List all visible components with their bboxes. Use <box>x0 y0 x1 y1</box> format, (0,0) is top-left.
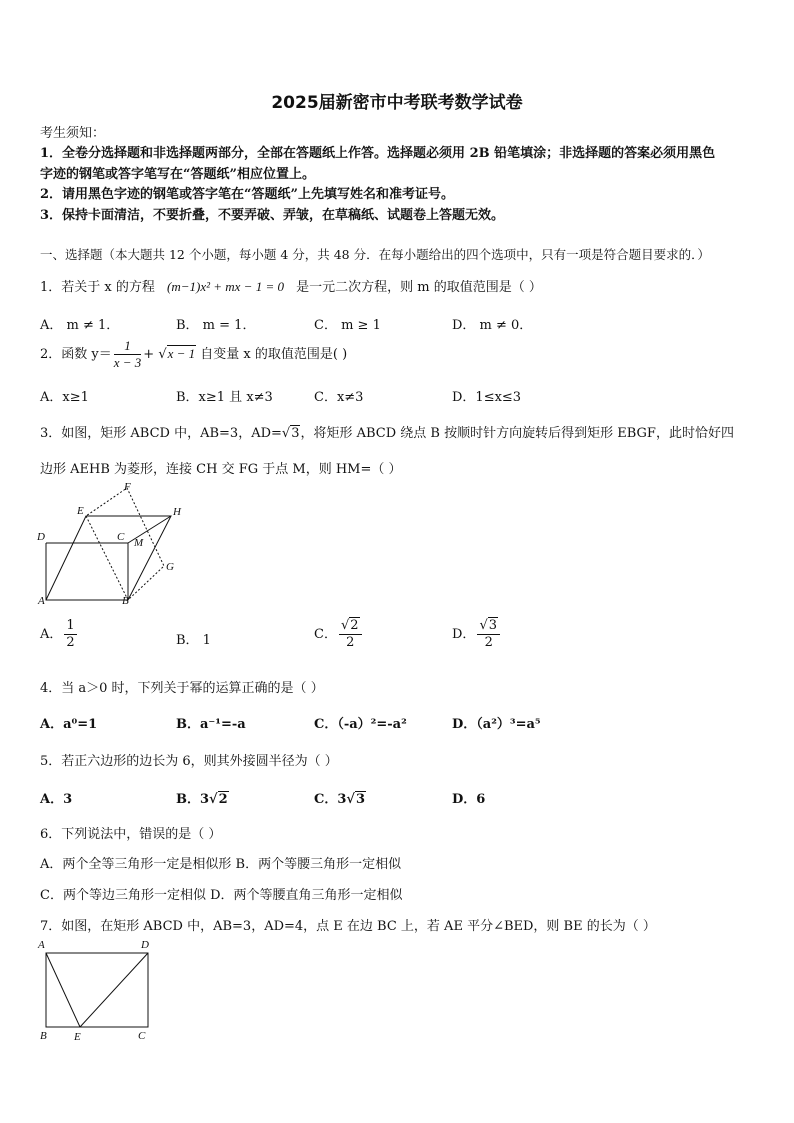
question-3-option-b[interactable]: B． 1 <box>176 633 211 648</box>
option-d-label: D． <box>452 627 476 642</box>
notice-item-1: 1．全卷分选择题和非选择题两部分，全部在答题纸上作答。选择题必须用 2B 铅笔填涂；非选择题的答案必须用黑色 <box>40 146 716 161</box>
option-c-fraction: $\frac{√2}{2}$ <box>339 618 362 651</box>
question-4-stem: 4．当 a＞0 时，下列关于幂的运算正确的是（ ） <box>40 681 324 696</box>
label-b: B <box>122 595 129 607</box>
page-title: 2025届新密市中考联考数学试卷 <box>271 93 523 113</box>
question-3-line-1: 3．如图，矩形 ABCD 中，AB=3，AD=√3，将矩形 ABCD 绕点 B 按顺时针方向旋转后得到矩形 EBGF，此时恰好四 <box>40 426 734 441</box>
option-c-label: C．3 <box>314 792 347 807</box>
label-c: C <box>138 1030 146 1042</box>
question-1-option-c[interactable]: C． m ≥ 1 <box>314 318 381 333</box>
question-6-options-line-2[interactable]: C．两个等边三角形一定相似 D．两个等腰直角三角形一定相似 <box>40 888 403 903</box>
question-2-radical: x − 1 <box>167 346 196 361</box>
question-3-text-b: ，将矩形 ABCD 绕点 B 按顺时针方向旋转后得到矩形 EBGF，此时恰好四 <box>300 426 734 441</box>
question-2-fraction <box>114 338 142 371</box>
option-b-radical: 2 <box>218 792 228 807</box>
question-1-prefix: 1．若关于 x 的方程 <box>40 280 155 295</box>
question-3-figure <box>34 480 184 608</box>
option-c-denominator: 2 <box>346 635 355 650</box>
question-4-option-d[interactable]: D．（a²）³=a⁵ <box>452 717 541 732</box>
question-3-text-a: 3．如图，矩形 ABCD 中，AB=3，AD= <box>40 426 282 441</box>
option-a-label: A． <box>40 627 63 642</box>
label-c: C <box>117 531 125 543</box>
question-6-options-line-1[interactable]: A．两个全等三角形一定是相似形 B．两个等腰三角形一定相似 <box>40 857 402 872</box>
option-c-label: C． <box>314 627 337 642</box>
question-2-prefix: 2．函数 y＝ <box>40 347 112 362</box>
question-5-stem: 5．若正六边形的边长为 6，则其外接圆半径为（ ） <box>40 754 338 769</box>
question-2-option-b[interactable]: B．x≥1 且 x≠3 <box>176 390 273 405</box>
option-d-radical: 3 <box>488 618 498 633</box>
question-7-stem: 7．如图，在矩形 ABCD 中，AB=3，AD=4，点 E 在边 BC 上，若 AE 平分∠BED，则 BE 的长为（ ） <box>40 919 656 934</box>
label-d: D <box>37 531 45 543</box>
label-e: E <box>74 1031 81 1043</box>
question-1-option-a[interactable]: A． m ≠ 1． <box>40 318 120 333</box>
question-5-option-b[interactable]: B．3√2 <box>176 792 228 807</box>
question-5-option-d[interactable]: D．6 <box>452 792 486 807</box>
option-d-fraction: $\frac{√3}{2}$ <box>477 618 500 651</box>
section-heading: 一、选择题（本大题共 12 个小题，每小题 4 分，共 48 分．在每小题给出的四个选项中，只有一项是符合题目要求的．） <box>40 247 710 262</box>
label-f: F <box>124 481 131 493</box>
label-m: M <box>134 537 144 549</box>
question-2-option-a[interactable]: A．x≥1 <box>40 390 89 405</box>
label-g: G <box>166 561 174 573</box>
question-3-option-c[interactable] <box>314 618 364 651</box>
rect-abcd <box>46 953 148 1027</box>
label-b: B <box>40 1030 47 1042</box>
question-4-option-b[interactable]: B．a⁻¹=-a <box>176 717 246 732</box>
label-h: H <box>173 506 181 518</box>
question-4-option-a[interactable]: A．a⁰=1 <box>40 717 98 732</box>
question-5-option-c[interactable]: C．3√3 <box>314 792 365 807</box>
notice-item-2: 2．请用黑色字迹的钢笔或答字笔在“答题纸”上先填写姓名和准考证号。 <box>40 187 455 202</box>
question-3-option-a[interactable] <box>40 618 79 651</box>
question-3-line-2: 边形 AEHB 为菱形，连接 CH 交 FG 于点 M，则 HM=（ ） <box>40 462 402 477</box>
question-2-option-c[interactable]: C．x≠3 <box>314 390 364 405</box>
option-a-fraction <box>64 618 76 651</box>
option-c-radical: 3 <box>355 792 365 807</box>
question-3-option-d[interactable] <box>452 618 502 651</box>
question-2-numerator: 1 <box>114 338 142 355</box>
segment-ed <box>80 953 148 1027</box>
question-1-equation: (m−1)x² + mx − 1 = 0 <box>167 279 284 294</box>
question-3-radical: 3 <box>291 426 300 441</box>
rect-ebgf <box>86 488 164 600</box>
option-a-denominator: 2 <box>66 635 75 650</box>
label-a: A <box>38 595 45 607</box>
option-a-numerator: 1 <box>66 618 75 633</box>
option-b-label: B．3 <box>176 792 210 807</box>
option-c-radical: 2 <box>350 618 359 633</box>
question-4-option-c[interactable]: C．（-a）²=-a² <box>314 717 407 732</box>
question-2-option-d[interactable]: D．1≤x≤3 <box>452 390 522 405</box>
question-1-suffix: 是一元二次方程，则 m 的取值范围是（ ） <box>296 280 542 295</box>
notice-heading: 考生须知： <box>40 126 106 141</box>
question-1-stem <box>40 276 542 295</box>
question-6-stem: 6．下列说法中，错误的是（ ） <box>40 827 222 842</box>
question-1-option-d[interactable]: D． m ≠ 0． <box>452 318 533 333</box>
question-1-option-b[interactable]: B． m = 1． <box>176 318 256 333</box>
question-2-stem: 2．函数 y＝ $\frac{1}{x - 3}$ + √x − 1 自变量 x 的取值范围是( ) <box>40 338 348 370</box>
question-7-figure <box>34 935 160 1043</box>
notice-item-1-cont: 字迹的钢笔或答字笔写在“答题纸”相应位置上。 <box>40 167 315 182</box>
question-5-option-a[interactable]: A．3 <box>40 792 73 807</box>
rhombus-aehb <box>46 516 171 600</box>
rect-abcd <box>46 543 128 600</box>
label-e: E <box>77 505 84 517</box>
option-d-denominator: 2 <box>484 635 493 650</box>
question-2-denominator: x − 3 <box>113 355 142 370</box>
notice-item-3: 3．保持卡面清洁，不要折叠，不要弄破、弄皱，在草稿纸、试题卷上答题无效。 <box>40 208 505 223</box>
segment-ae <box>46 953 80 1027</box>
question-2-suffix: 自变量 x 的取值范围是( ) <box>200 347 348 362</box>
label-a: A <box>38 939 45 951</box>
label-d: D <box>141 939 149 951</box>
